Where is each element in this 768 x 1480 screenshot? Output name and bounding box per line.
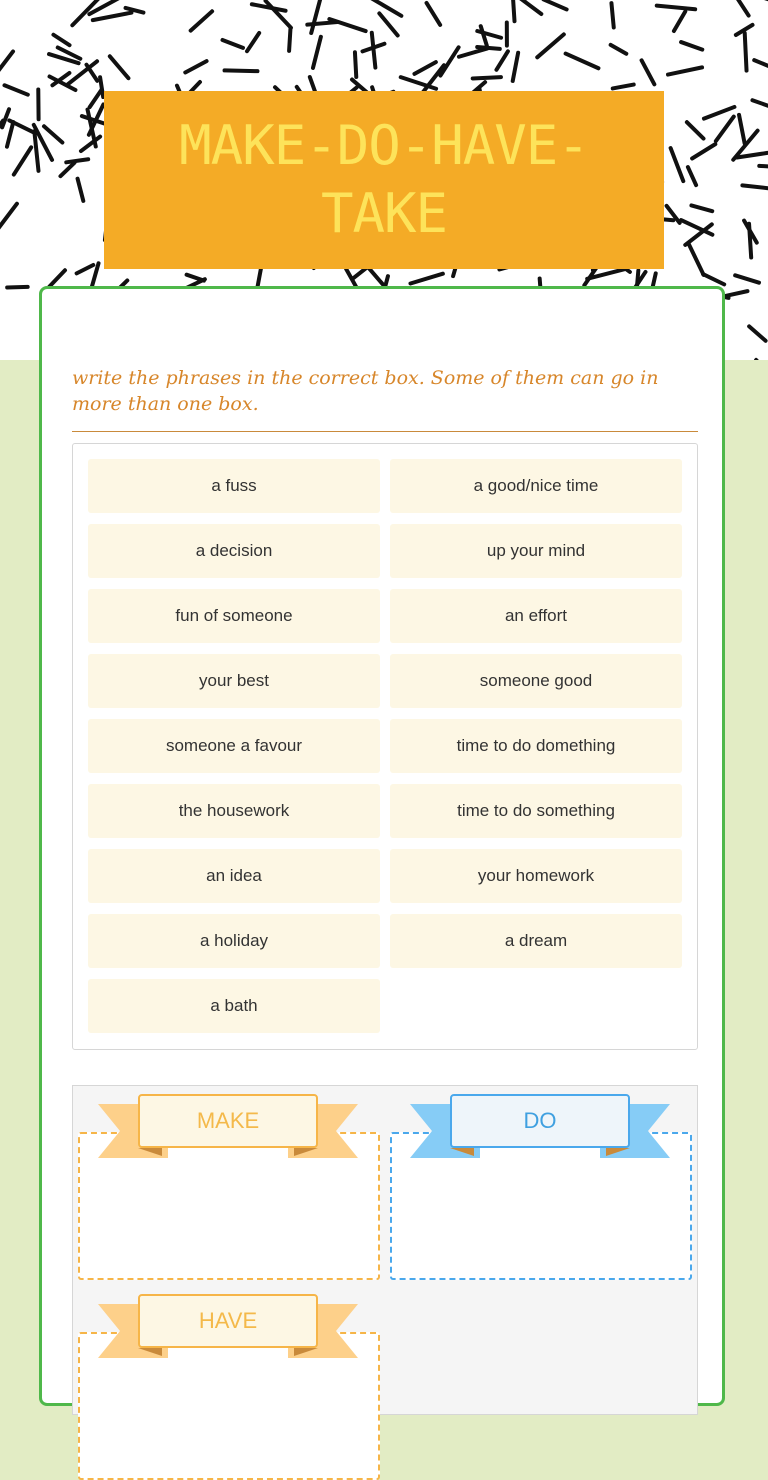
pattern-dash	[481, 26, 487, 45]
pattern-dash	[759, 166, 768, 168]
pattern-dash	[53, 35, 69, 45]
pattern-dash	[90, 90, 102, 107]
word-chip[interactable]: someone good	[390, 654, 682, 708]
instructions-text: write the phrases in the correct box. Some of them can go in more than one box.	[72, 365, 692, 417]
pattern-dash	[611, 3, 613, 27]
pattern-dash	[544, 0, 567, 9]
word-chip[interactable]: a fuss	[88, 459, 380, 513]
pattern-dash	[185, 61, 206, 72]
drop-zone-label: HAVE	[138, 1294, 318, 1348]
word-bank	[72, 443, 698, 1050]
pattern-dash	[513, 53, 518, 81]
pattern-dash	[611, 45, 627, 54]
pattern-dash	[0, 51, 13, 78]
pattern-dash	[642, 60, 655, 84]
pattern-dash	[7, 122, 13, 147]
pattern-dash	[4, 85, 27, 94]
pattern-dash	[2, 109, 9, 127]
pattern-dash	[674, 12, 685, 32]
pattern-dash	[379, 13, 397, 35]
pattern-dash	[477, 47, 500, 49]
pattern-dash	[716, 117, 734, 141]
pattern-dash	[703, 274, 724, 284]
word-chip[interactable]: an effort	[390, 589, 682, 643]
pattern-dash	[0, 204, 17, 231]
word-chip[interactable]: a bath	[88, 979, 380, 1033]
pattern-dash	[81, 137, 100, 151]
pattern-dash	[513, 0, 515, 21]
pattern-dash	[289, 28, 290, 51]
word-chip[interactable]: a holiday	[88, 914, 380, 968]
pattern-dash	[34, 131, 38, 171]
pattern-dash	[329, 19, 365, 31]
pattern-dash	[566, 54, 599, 69]
pattern-dash	[737, 153, 767, 158]
word-chip[interactable]: up your mind	[390, 524, 682, 578]
divider	[72, 431, 698, 432]
drop-zones-area	[72, 1085, 698, 1415]
word-chip[interactable]: time to do domething	[390, 719, 682, 773]
pattern-dash	[77, 265, 94, 273]
pattern-dash	[78, 179, 84, 201]
pattern-dash	[440, 47, 458, 75]
pattern-dash	[725, 291, 747, 296]
pattern-dash	[60, 163, 74, 176]
word-chip[interactable]: a dream	[390, 914, 682, 968]
pattern-dash	[225, 70, 258, 71]
pattern-dash	[704, 107, 734, 119]
pattern-dash	[613, 85, 634, 89]
title-banner	[104, 91, 664, 269]
pattern-dash	[657, 6, 695, 10]
pattern-dash	[735, 275, 759, 282]
pattern-dash	[410, 274, 442, 284]
word-chip[interactable]: a good/nice time	[390, 459, 682, 513]
word-chip[interactable]: a decision	[88, 524, 380, 578]
pattern-dash	[110, 56, 129, 78]
pattern-dash	[689, 244, 704, 275]
pattern-dash	[49, 270, 65, 286]
pattern-dash	[687, 122, 704, 138]
pattern-dash	[688, 167, 696, 185]
pattern-dash	[742, 185, 768, 188]
pattern-dash	[66, 159, 88, 162]
pattern-dash	[247, 33, 259, 51]
pattern-dash	[735, 0, 749, 16]
pattern-dash	[355, 52, 356, 77]
word-chip[interactable]: an idea	[88, 849, 380, 903]
word-chip[interactable]: your best	[88, 654, 380, 708]
pattern-dash	[749, 224, 751, 258]
pattern-dash	[749, 326, 765, 340]
pattern-dash	[681, 42, 702, 50]
pattern-dash	[752, 100, 768, 107]
drop-zone-label: MAKE	[138, 1094, 318, 1148]
pattern-dash	[459, 48, 488, 56]
pattern-dash	[266, 1, 291, 28]
pattern-dash	[44, 126, 62, 142]
pattern-dash	[739, 115, 745, 143]
pattern-dash	[223, 40, 243, 48]
pattern-dash	[671, 148, 684, 181]
pattern-dash	[691, 205, 712, 211]
pattern-dash	[313, 37, 321, 68]
pattern-dash	[427, 3, 441, 25]
pattern-dash	[370, 0, 401, 16]
pattern-dash	[745, 33, 747, 71]
worksheet-card	[39, 286, 725, 1406]
pattern-dash	[7, 287, 28, 288]
pattern-dash	[758, 0, 768, 5]
pattern-dash	[14, 147, 31, 174]
word-chip[interactable]: your homework	[390, 849, 682, 903]
pattern-dash	[187, 275, 204, 281]
pattern-dash	[372, 33, 376, 68]
pattern-dash	[311, 0, 320, 33]
pattern-dash	[477, 31, 501, 38]
pattern-dash	[516, 0, 541, 14]
page-title: MAKE-DO-HAVE-TAKE	[144, 112, 624, 248]
pattern-dash	[93, 13, 132, 20]
pattern-dash	[754, 60, 768, 67]
pattern-dash	[414, 62, 435, 74]
word-chip[interactable]: time to do something	[390, 784, 682, 838]
pattern-dash	[473, 77, 501, 78]
pattern-dash	[537, 34, 564, 57]
pattern-dash	[692, 144, 715, 158]
word-chip[interactable]: someone a favour	[88, 719, 380, 773]
pattern-dash	[668, 67, 702, 74]
word-chip[interactable]: the housework	[88, 784, 380, 838]
drop-zone-label: DO	[450, 1094, 630, 1148]
pattern-dash	[496, 51, 507, 69]
pattern-dash	[191, 11, 212, 30]
word-chip[interactable]: fun of someone	[88, 589, 380, 643]
